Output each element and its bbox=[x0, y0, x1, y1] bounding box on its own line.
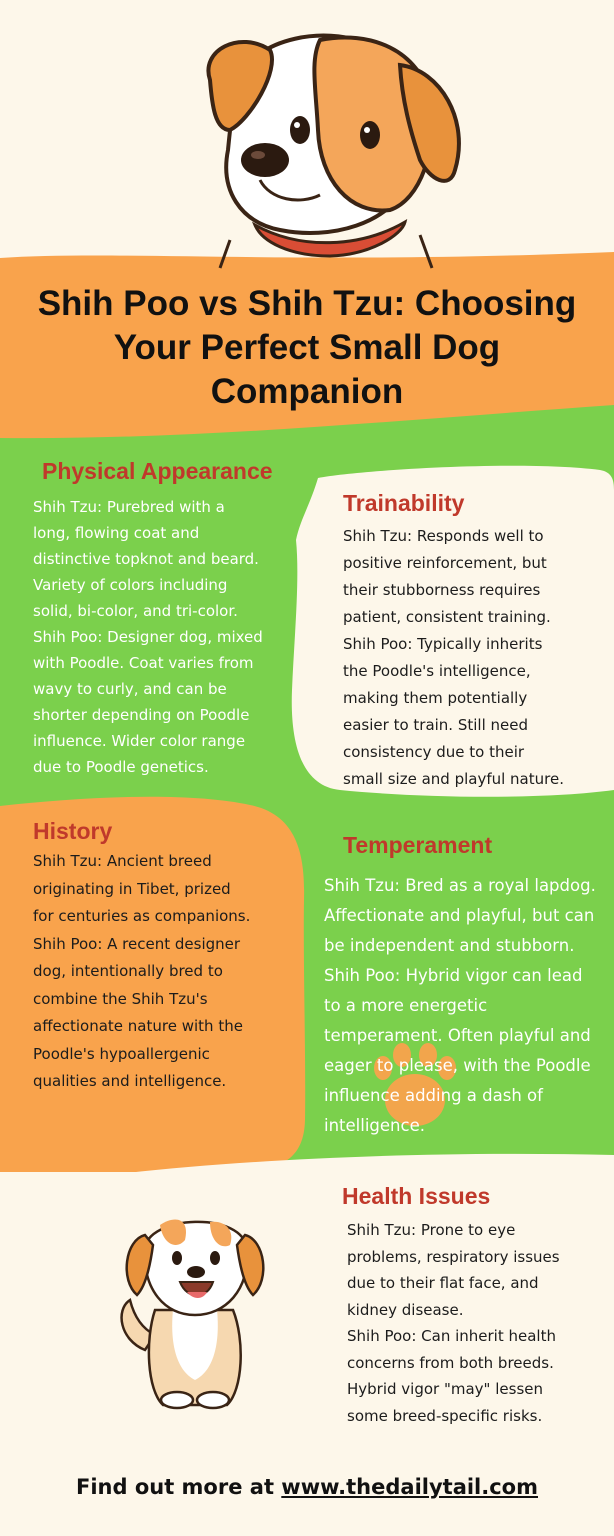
footer-prefix: Find out more at bbox=[75, 1475, 282, 1499]
health-issues-heading: Health Issues bbox=[342, 1183, 491, 1209]
sitting-puppy-illustration bbox=[115, 1200, 275, 1415]
health-issues-text: Shih Tzu: Prone to eye problems, respiratory issues due to their flat face, and kidney disease. Shih Poo: Can inherit health concerns from both breeds. Hybrid vigor "may" lessen some breed-specific risks. bbox=[347, 1221, 560, 1425]
physical-appearance-text: Shih Tzu: Purebred with a long, flowing coat and distinctive topknot and beard. Variety of colors including solid, bi-color, and tri-color. Shih Poo: Designer dog, mixed with Poodle. Coat varies from wavy to curly, and can be shorter depending on Poodle influence. Wider color range due to Poodle genetics. bbox=[33, 498, 263, 776]
dog-head-illustration bbox=[170, 10, 470, 270]
trainability-text: Shih Tzu: Responds well to positive reinforcement, but their stubborness requires patient, consistent training. Shih Poo: Typically inherits the Poodle's intelligence, making them potentially easier to train. Still need consistency due to their small size and playful nature. bbox=[343, 527, 564, 788]
temperament-heading: Temperament bbox=[343, 832, 493, 858]
footer bbox=[0, 1475, 614, 1499]
footer-link[interactable]: www.thedailytail.com bbox=[281, 1475, 538, 1499]
history-text: Shih Tzu: Ancient breed originating in Tibet, prized for centuries as companions. Shih Poo: A recent designer dog, intentionally bred to combine the Shih Tzu's affectionate nature with the Poodle's hypoallergenic qualities and intelligence. bbox=[33, 852, 251, 1090]
history-heading: History bbox=[33, 818, 113, 844]
physical-appearance-heading: Physical Appearance bbox=[42, 458, 273, 484]
page-title: Shih Poo vs Shih Tzu: Choosing Your Perfect Small Dog Companion bbox=[37, 284, 577, 411]
temperament-text: Shih Tzu: Bred as a royal lapdog. Affectionate and playful, but can be independent and stubborn. Shih Poo: Hybrid vigor can lead to a more energetic temperament. Often playful and eager to please, with the Poodle influence adding a dash of intelligence. bbox=[324, 876, 596, 1135]
trainability-heading: Trainability bbox=[343, 490, 465, 516]
